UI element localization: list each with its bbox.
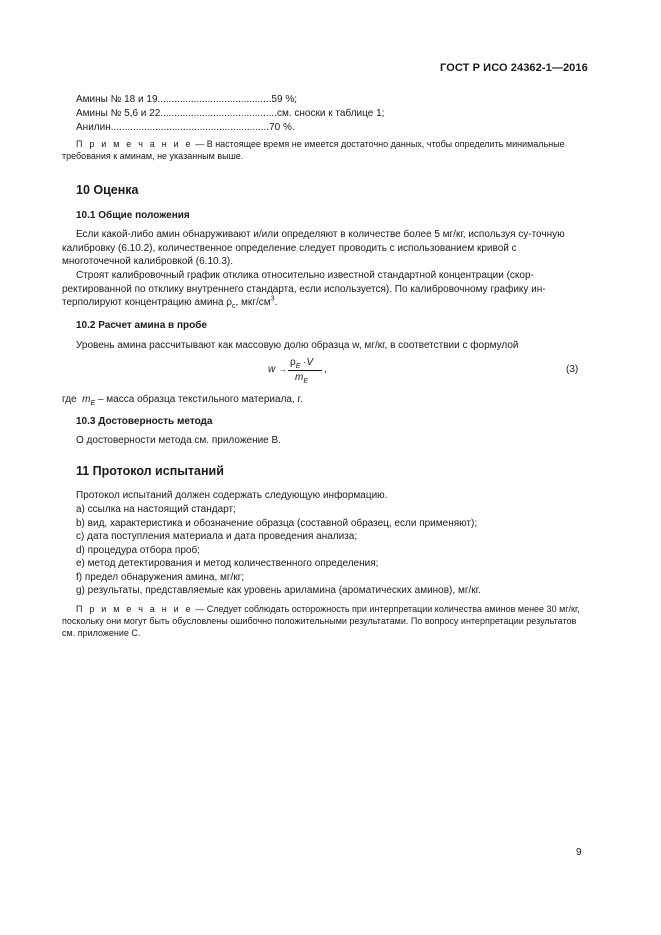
list-item-c: c) дата поступления материала и дата проведения анализа;	[76, 531, 358, 542]
section-10-title: 10 Оценка	[76, 183, 139, 197]
section-10-1-paragraph-1: Если какой-либо амин обнаруживают и/или определяют в количестве более 5 мг/кг, используя су-точную калибровку (6.10.2), количественное определение следует проводить с использованием кривой с многоточечной калибровкой (6.10.3).	[62, 229, 565, 267]
where-prefix: где	[62, 394, 77, 405]
section-11-title: 11 Протокол испытаний	[76, 464, 224, 478]
limit-line-3: Анилин.........................................................70 %.	[76, 122, 295, 133]
list-item-d: d) процедура отбора проб;	[76, 545, 200, 556]
formula-numerator	[290, 356, 313, 370]
note-1	[62, 138, 582, 162]
document-header: ГОСТ Р ИСО 24362-1—2016	[440, 62, 588, 74]
section-10-2-title: 10.2 Расчет амина в пробе	[76, 320, 207, 331]
note-2	[62, 603, 582, 639]
limit-line-1: Амины № 18 и 19.........................................59 %;	[76, 94, 297, 105]
section-10-3-paragraph: О достоверности метода см. приложение В.	[76, 435, 281, 446]
where-symbol: m	[82, 394, 91, 405]
page-number: 9	[576, 847, 582, 858]
equation-number: (3)	[566, 364, 579, 375]
formula-lhs: w	[268, 364, 276, 375]
section-10-1-paragraph-2	[62, 269, 582, 310]
where-text: – масса образца текстильного материала, г.	[95, 394, 303, 405]
paragraph-2-unit: , мкг/см	[235, 297, 271, 308]
where-clause	[62, 393, 303, 407]
formula-arrow: →	[279, 365, 287, 374]
list-item-g: g) результаты, представляемые как уровень ариламина (ароматических аминов), мг/кг.	[76, 585, 481, 596]
rho-subscript: c	[232, 303, 236, 310]
section-10-3-title: 10.3 Достоверность метода	[76, 416, 213, 427]
section-10-2-paragraph: Уровень амина рассчитывают как массовую долю образца w, мг/кг, в соответствии с формулой	[76, 340, 519, 351]
where-symbol-sub: E	[90, 400, 96, 407]
note-2-label: П р и м е ч а н и е	[76, 604, 193, 614]
formula-volume: ·V	[300, 357, 314, 368]
list-item-b: b) вид, характеристика и обозначение образца (составной образец, если применяют);	[76, 518, 478, 529]
note-1-label: П р и м е ч а н и е	[76, 139, 193, 149]
section-10-1-title: 10.1 Общие положения	[76, 210, 190, 221]
unit-superscript: 3	[270, 295, 275, 303]
limit-line-2: Амины № 5,6 и 22..........................................см. сноски к таблице 1;	[76, 108, 385, 119]
paragraph-2-end: .	[274, 297, 278, 308]
list-item-f: f) предел обнаружения амина, мг/кг;	[76, 572, 245, 583]
list-item-e: e) метод детектирования и метод количественного определения;	[76, 558, 379, 569]
formula-comma: ,	[324, 364, 327, 375]
formula-rho-sub: E	[295, 363, 301, 370]
list-item-a: a) ссылка на настоящий стандарт;	[76, 504, 236, 515]
formula-3	[268, 356, 338, 386]
formula-rho: ρ	[290, 357, 296, 368]
note-1-text: — В настоящее время не имеется достаточно данных, чтобы определить минимальные требования к аминам, не указанным выше.	[62, 139, 565, 161]
formula-mass: m	[295, 372, 304, 383]
section-11-intro: Протокол испытаний должен содержать следующую информацию.	[76, 490, 388, 501]
paragraph-2-text: Строят калибровочный график отклика относительно известной стандартной концентрации (скор-ректированной по отклику внутреннего стандарта, если используется). По калибровочному графику ин-терполируют концентрацию амина ρ	[62, 270, 546, 308]
formula-mass-sub: E	[303, 378, 309, 385]
note-2-text: — Следует соблюдать осторожность при интерпретации количества аминов менее 30 мг/кг, поскольку они могут быть обусловлены ошибочно положительными результатами. По вопросу интерпретации результатов см. приложение С.	[62, 604, 580, 638]
formula-denominator	[295, 371, 308, 385]
